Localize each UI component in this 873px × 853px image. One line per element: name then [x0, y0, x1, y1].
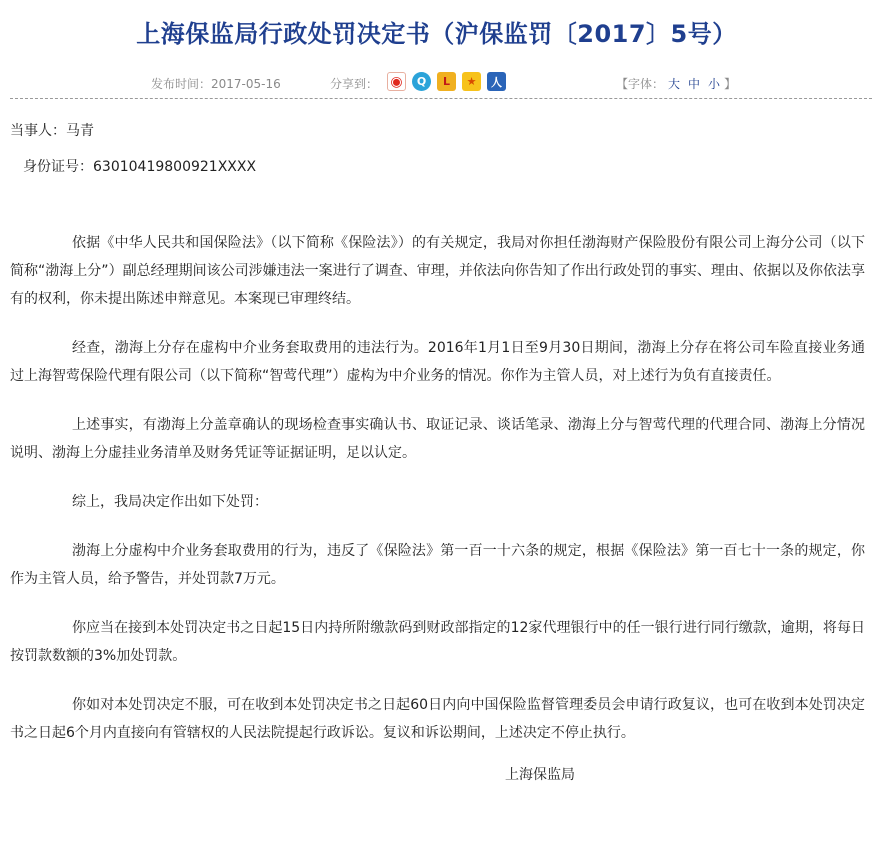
paragraph-appeal: 你如对本处罚决定不服，可在收到本处罚决定书之日起60日内向中国保险监督管理委员会申请行政复议，也可在收到本处罚决定书之日起6个月内直接向有管辖权的人民法院提起行政诉讼。复议和诉讼期间，上述决定不停止执行。: [10, 697, 865, 741]
font-size-suffix: 】: [724, 77, 737, 91]
font-size-prefix: 【字体：: [616, 77, 665, 91]
font-size-medium-link[interactable]: 中: [688, 77, 701, 91]
weibo-icon[interactable]: ◉: [387, 72, 406, 91]
paragraph-basis: 依据《中华人民共和国保险法》（以下简称《保险法》）的有关规定，我局对你担任渤海财产保险股份有限公司上海分公司（以下简称“渤海上分”）副总经理期间该公司涉嫌违法一案进行了调查、审理，并依法向你告知了作出行政处罚的事实、理由、依据以及你依法享有的权利，你未提出陈述申辩意见。本案现已审理终结。: [10, 235, 865, 307]
paragraph-payment: 你应当在接到本处罚决定书之日起15日内持所附缴款码到财政部指定的12家代理银行中的任一银行进行同行缴款，逾期，将每日按罚款数额的3%加处罚款。: [10, 620, 865, 664]
share-icons: [387, 72, 506, 91]
paragraph-decision-intro: 综上，我局决定作出如下处罚：: [72, 494, 268, 510]
paragraph-penalty: 渤海上分虚构中介业务套取费用的行为，违反了《保险法》第一百一十六条的规定，根据《保险法》第一百七十一条的规定，你作为主管人员，给予警告，并处罚款7万元。: [10, 543, 865, 587]
font-size-large-link[interactable]: 大: [668, 77, 681, 91]
tencent-pengyou-icon[interactable]: L: [437, 72, 456, 91]
document-body: [10, 117, 865, 803]
share-label: 分享到：: [330, 77, 379, 91]
paragraph-findings: 经查，渤海上分存在虚构中介业务套取费用的违法行为。2016年1月1日至9月30日期间，渤海上分存在将公司车险直接业务通过上海智莺保险代理有限公司（以下简称“智莺代理”）虚构为中介业务的情况。你作为主管人员，对上述行为负有直接责任。: [10, 340, 865, 384]
signature: 上海保监局: [505, 767, 575, 783]
paragraph-evidence: 上述事实，有渤海上分盖章确认的现场检查事实确认书、取证记录、谈话笔录、渤海上分与智莺代理的代理合同、渤海上分情况说明、渤海上分虚挂业务清单及财务凭证等证据证明，足以认定。: [10, 417, 865, 461]
header-divider: [10, 98, 872, 99]
tencent-weibo-icon[interactable]: Q: [412, 72, 431, 91]
id-number: 身份证号：63010419800921XXXX: [23, 159, 257, 175]
publish-label: 发布时间：: [151, 77, 212, 91]
party-name: 当事人：马青: [10, 123, 94, 139]
qzone-icon[interactable]: ★: [462, 72, 481, 91]
article-meta-bar: [0, 72, 873, 94]
renren-icon[interactable]: 人: [487, 72, 506, 91]
font-size-switcher: [616, 75, 736, 92]
publish-date: [151, 75, 281, 92]
page-title: 上海保监局行政处罚决定书（沪保监罚〔2017〕5号）: [136, 20, 737, 48]
publish-date-value: 2017-05-16: [211, 77, 281, 91]
font-size-small-link[interactable]: 小: [708, 77, 721, 91]
